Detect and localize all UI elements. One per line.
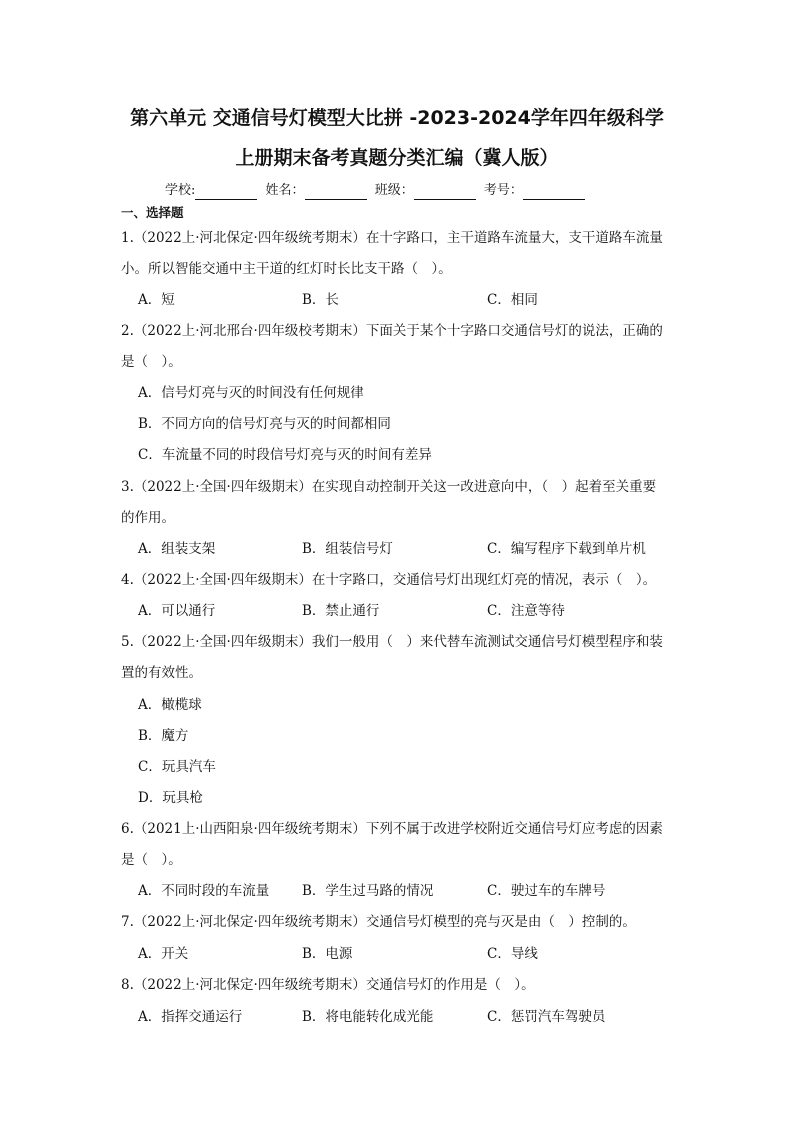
- question-7-option-c: C．导线: [487, 946, 538, 962]
- class-blank[interactable]: [414, 185, 476, 200]
- question-4-option-c: C．注意等待: [487, 603, 565, 619]
- question-1-option-a: A．短: [138, 292, 175, 308]
- question-8-option-a: A．指挥交通运行: [138, 1009, 243, 1025]
- section-heading: 一、选择题: [121, 205, 184, 220]
- question-5-line-1: 5.（2022上·全国·四年级期末）我们一般用（ ）来代替车流测试交通信号灯模型程序和装: [121, 634, 663, 650]
- question-1-line-2: 小。所以智能交通中主干道的红灯时长比支干路（ ）。: [121, 261, 452, 277]
- name-label: 姓名：: [265, 183, 305, 198]
- school-label: 学校:: [165, 183, 196, 198]
- question-2-line-1: 2.（2022上·河北邢台·四年级校考期末）下面关于某个十字路口交通信号灯的说法，正确的: [121, 323, 663, 339]
- question-2-option-c: C．车流量不同的时段信号灯亮与灭的时间有差异: [138, 447, 432, 463]
- question-1-option-b: B．长: [302, 292, 339, 308]
- question-6-line-2: 是（ ）。: [121, 852, 182, 868]
- question-6-option-a: A．不同时段的车流量: [138, 883, 270, 899]
- question-5-line-2: 置的有效性。: [121, 665, 202, 681]
- question-2-line-2: 是（ ）。: [121, 354, 182, 370]
- question-8-line-1: 8.（2022上·河北保定·四年级统考期末）交通信号灯的作用是（ ）。: [121, 977, 535, 993]
- question-6-option-c: C．驶过车的车牌号: [487, 883, 606, 899]
- question-7-option-b: B．电源: [302, 946, 353, 962]
- question-5-option-d: D．玩具枪: [138, 790, 203, 806]
- school-blank[interactable]: [195, 185, 257, 200]
- question-8-option-c: C．惩罚汽车驾驶员: [487, 1009, 606, 1025]
- question-4-option-a: A．可以通行: [138, 603, 216, 619]
- question-2-option-a: A．信号灯亮与灭的时间没有任何规律: [138, 385, 364, 401]
- title-line-1: 第六单元 交通信号灯模型大比拼 -2023-2024学年四年级科学: [130, 107, 664, 129]
- question-7-line-1: 7.（2022上·河北保定·四年级统考期末）交通信号灯模型的亮与灭是由（ ）控制的。: [121, 914, 636, 930]
- question-5-option-c: C．玩具汽车: [138, 759, 216, 775]
- question-3-option-b: B．组装信号灯: [302, 541, 393, 557]
- name-blank[interactable]: [305, 185, 367, 200]
- question-4-line-1: 4.（2022上·全国·四年级期末）在十字路口，交通信号灯出现红灯亮的情况，表示（ ）。: [121, 572, 657, 588]
- question-3-option-c: C．编写程序下载到单片机: [487, 541, 646, 557]
- question-4-option-b: B．禁止通行: [302, 603, 380, 619]
- question-1-option-c: C．相同: [487, 292, 538, 308]
- question-5-option-b: B．魔方: [138, 728, 189, 744]
- question-3-line-1: 3.（2022上·全国·四年级期末）在实现自动控制开关这一改进意向中，（ ）起着至关重要: [121, 479, 657, 495]
- class-label: 班级：: [374, 183, 414, 198]
- question-2-option-b: B．不同方向的信号灯亮与灭的时间都相同: [138, 416, 391, 432]
- question-5-option-a: A．橄榄球: [138, 697, 202, 713]
- number-blank[interactable]: [523, 185, 585, 200]
- student-info: [165, 182, 589, 200]
- question-3-line-2: 的作用。: [121, 510, 175, 526]
- question-8-option-b: B．将电能转化成光能: [302, 1009, 434, 1025]
- question-1-line-1: 1.（2022上·河北保定·四年级统考期末）在十字路口，主干道路车流量大，支干道路车流量: [121, 230, 663, 246]
- question-6-option-b: B．学生过马路的情况: [302, 883, 434, 899]
- number-label: 考号：: [483, 183, 523, 198]
- question-6-line-1: 6.（2021上·山西阳泉·四年级统考期末）下列不属于改进学校附近交通信号灯应考虑的因素: [121, 821, 663, 837]
- question-7-option-a: A．开关: [138, 946, 189, 962]
- question-3-option-a: A．组装支架: [138, 541, 216, 557]
- title-line-2: 上册期末备考真题分类汇编（冀人版）: [235, 147, 559, 169]
